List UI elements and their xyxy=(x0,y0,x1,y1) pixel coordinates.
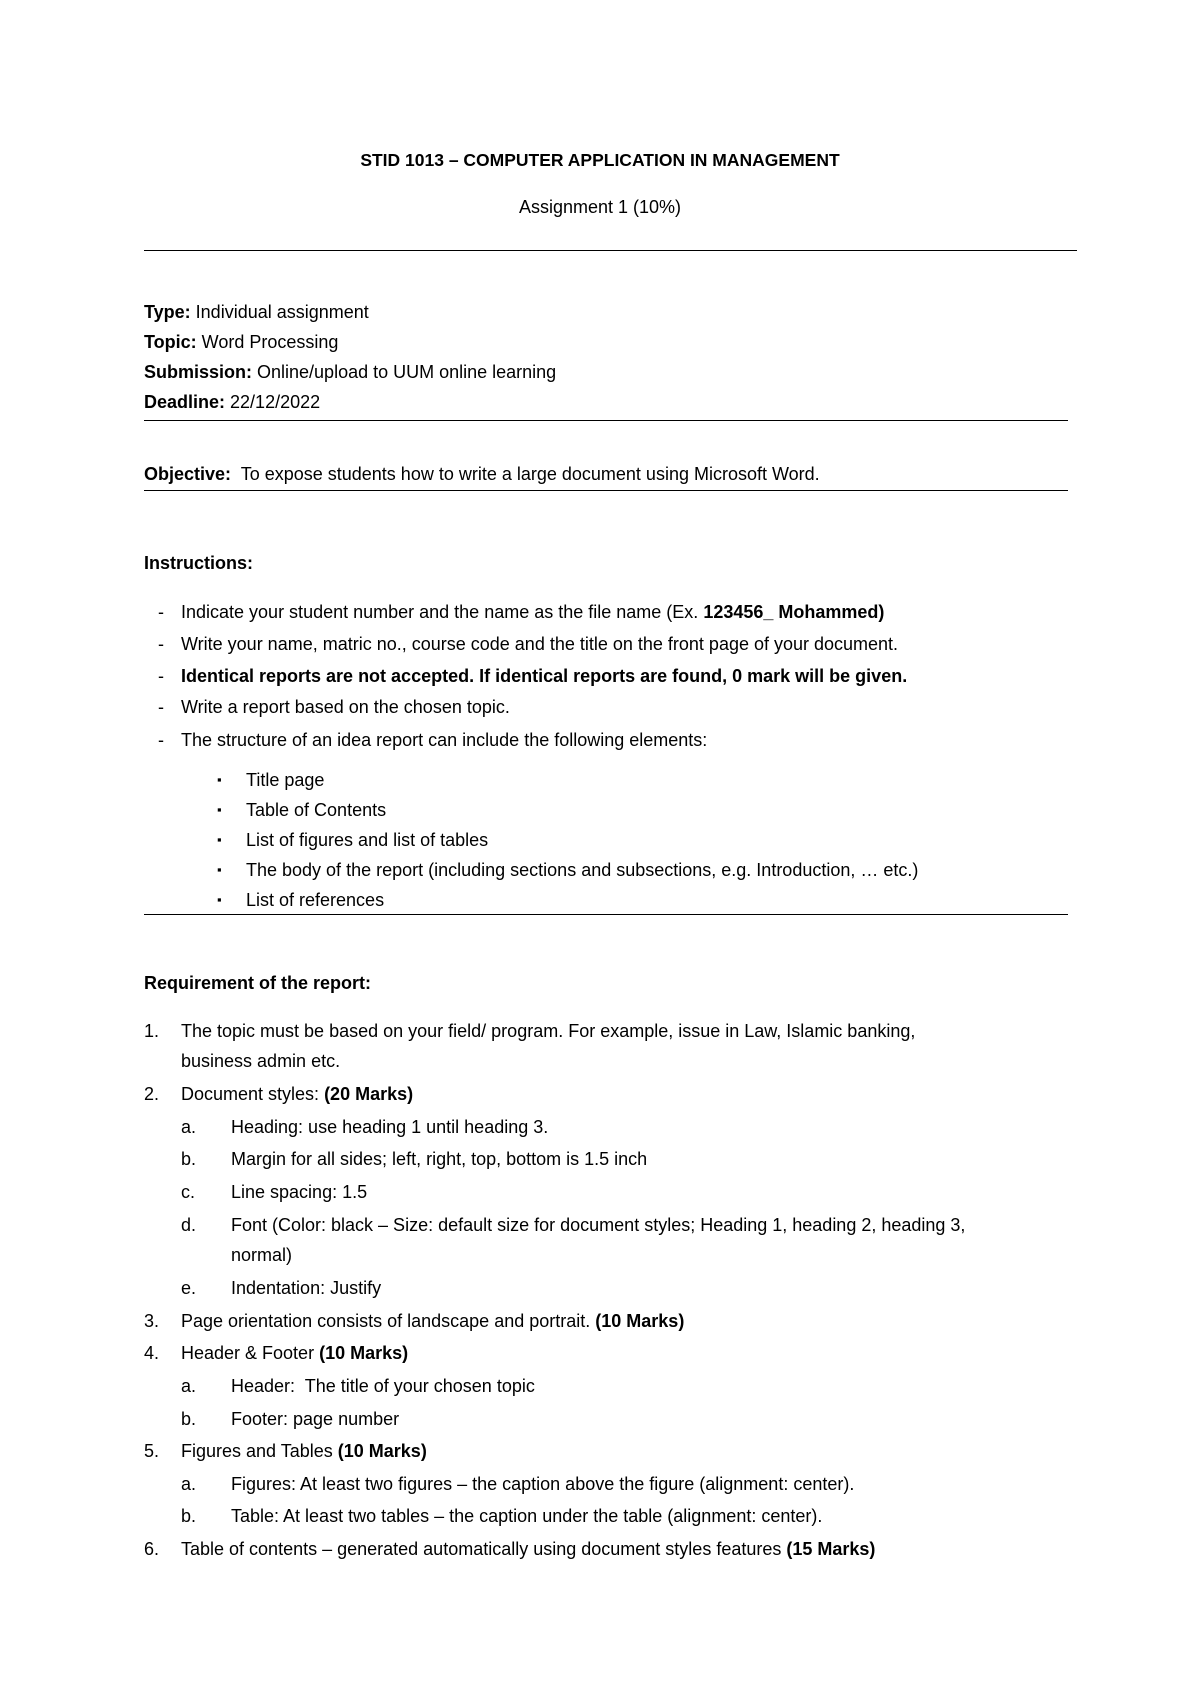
square-bullet-icon: ▪ xyxy=(217,772,222,787)
marks-badge: (20 Marks) xyxy=(324,1084,414,1104)
objective xyxy=(144,463,820,485)
topic-value: Word Processing xyxy=(196,332,339,352)
objective-label: Objective: xyxy=(144,464,232,484)
requirement-2d-line-1: Font (Color: black – Size: default size for document styles; Heading 1, heading 2, heading 3, xyxy=(231,1215,966,1235)
sub-item: List of figures and list of tables xyxy=(246,830,489,850)
deadline-label: Deadline: xyxy=(144,392,226,412)
requirement-4 xyxy=(181,1342,408,1364)
info-divider xyxy=(144,420,1068,421)
marks-badge: (10 Marks) xyxy=(319,1343,409,1363)
requirement-3-text: Page orientation consists of landscape and portrait. xyxy=(181,1311,596,1331)
requirement-5a: Figures: At least two figures – the caption above the figure (alignment: center). xyxy=(231,1474,855,1494)
list-letter: d. xyxy=(181,1215,197,1235)
sub-item: Title page xyxy=(246,770,325,790)
info-topic xyxy=(144,331,338,353)
square-bullet-icon: ▪ xyxy=(217,802,222,817)
instruction-item-2: Write your name, matric no., course code and the title on the front page of your document. xyxy=(181,634,899,654)
list-number: 4. xyxy=(144,1343,160,1363)
requirement-6-text: Table of contents – generated automatically using document styles features xyxy=(181,1539,787,1559)
instruction-item-1-example: 123456_ Mohammed) xyxy=(703,602,885,622)
objective-divider xyxy=(144,490,1068,491)
topic-label: Topic: xyxy=(144,332,197,352)
requirement-1-line-2: business admin etc. xyxy=(181,1051,341,1071)
requirement-5-text: Figures and Tables xyxy=(181,1441,338,1461)
requirement-2-text: Document styles: xyxy=(181,1084,325,1104)
list-letter: b. xyxy=(181,1149,197,1169)
requirement-1-line-1: The topic must be based on your field/ program. For example, issue in Law, Islamic banking, xyxy=(181,1021,916,1041)
info-deadline xyxy=(144,391,320,413)
type-label: Type: xyxy=(144,302,191,322)
instruction-item-1 xyxy=(181,601,884,623)
header-divider xyxy=(144,250,1077,251)
instructions-divider xyxy=(144,914,1068,915)
requirement-2d-line-2: normal) xyxy=(231,1245,293,1265)
submission-value: Online/upload to UUM online learning xyxy=(252,362,557,382)
instruction-item-4: Write a report based on the chosen topic. xyxy=(181,697,510,717)
list-number: 1. xyxy=(144,1021,160,1041)
dash-marker: - xyxy=(158,666,164,686)
requirement-4a: Header: The title of your chosen topic xyxy=(231,1376,535,1396)
requirement-6 xyxy=(181,1538,875,1560)
dash-marker: - xyxy=(158,634,164,654)
list-letter: b. xyxy=(181,1409,197,1429)
requirement-2e: Indentation: Justify xyxy=(231,1278,382,1298)
square-bullet-icon: ▪ xyxy=(217,862,222,877)
type-value: Individual assignment xyxy=(190,302,369,322)
deadline-value: 22/12/2022 xyxy=(225,392,321,412)
dash-marker: - xyxy=(158,602,164,622)
dash-marker: - xyxy=(158,730,164,750)
requirement-3 xyxy=(181,1310,684,1332)
list-number: 3. xyxy=(144,1311,160,1331)
list-letter: a. xyxy=(181,1376,197,1396)
requirement-2a: Heading: use heading 1 until heading 3. xyxy=(231,1117,549,1137)
requirement-2 xyxy=(181,1083,413,1105)
list-number: 5. xyxy=(144,1441,160,1461)
objective-text: To expose students how to write a large document using Microsoft Word. xyxy=(231,464,820,484)
course-title: STID 1013 – COMPUTER APPLICATION IN MANAGEMENT xyxy=(360,150,840,170)
requirement-5 xyxy=(181,1440,427,1462)
marks-badge: (10 Marks) xyxy=(337,1441,427,1461)
list-number: 6. xyxy=(144,1539,160,1559)
requirements-heading: Requirement of the report: xyxy=(144,973,372,993)
requirement-2c: Line spacing: 1.5 xyxy=(231,1182,368,1202)
submission-label: Submission: xyxy=(144,362,253,382)
sub-item: The body of the report (including sections and subsections, e.g. Introduction, … etc.) xyxy=(246,860,919,880)
requirement-2b: Margin for all sides; left, right, top, bottom is 1.5 inch xyxy=(231,1149,648,1169)
list-letter: a. xyxy=(181,1117,197,1137)
assignment-subtitle: Assignment 1 (10%) xyxy=(518,197,682,217)
square-bullet-icon: ▪ xyxy=(217,892,222,907)
sub-item: List of references xyxy=(246,890,385,910)
instruction-item-5: The structure of an idea report can include the following elements: xyxy=(181,730,708,750)
list-letter: c. xyxy=(181,1182,196,1202)
instructions-heading: Instructions: xyxy=(144,553,254,573)
instruction-item-1-text: Indicate your student number and the name as the file name (Ex. xyxy=(181,602,704,622)
requirement-5b: Table: At least two tables – the caption under the table (alignment: center). xyxy=(231,1506,823,1526)
marks-badge: (10 Marks) xyxy=(595,1311,685,1331)
list-number: 2. xyxy=(144,1084,160,1104)
marks-badge: (15 Marks) xyxy=(786,1539,876,1559)
info-type xyxy=(144,301,369,323)
list-letter: e. xyxy=(181,1278,197,1298)
requirement-4-text: Header & Footer xyxy=(181,1343,320,1363)
list-letter: a. xyxy=(181,1474,197,1494)
square-bullet-icon: ▪ xyxy=(217,832,222,847)
requirement-4b: Footer: page number xyxy=(231,1409,400,1429)
dash-marker: - xyxy=(158,697,164,717)
info-submission xyxy=(144,361,556,383)
list-letter: b. xyxy=(181,1506,197,1526)
instruction-item-3: Identical reports are not accepted. If identical reports are found, 0 mark will be given. xyxy=(181,666,908,686)
sub-item: Table of Contents xyxy=(246,800,387,820)
